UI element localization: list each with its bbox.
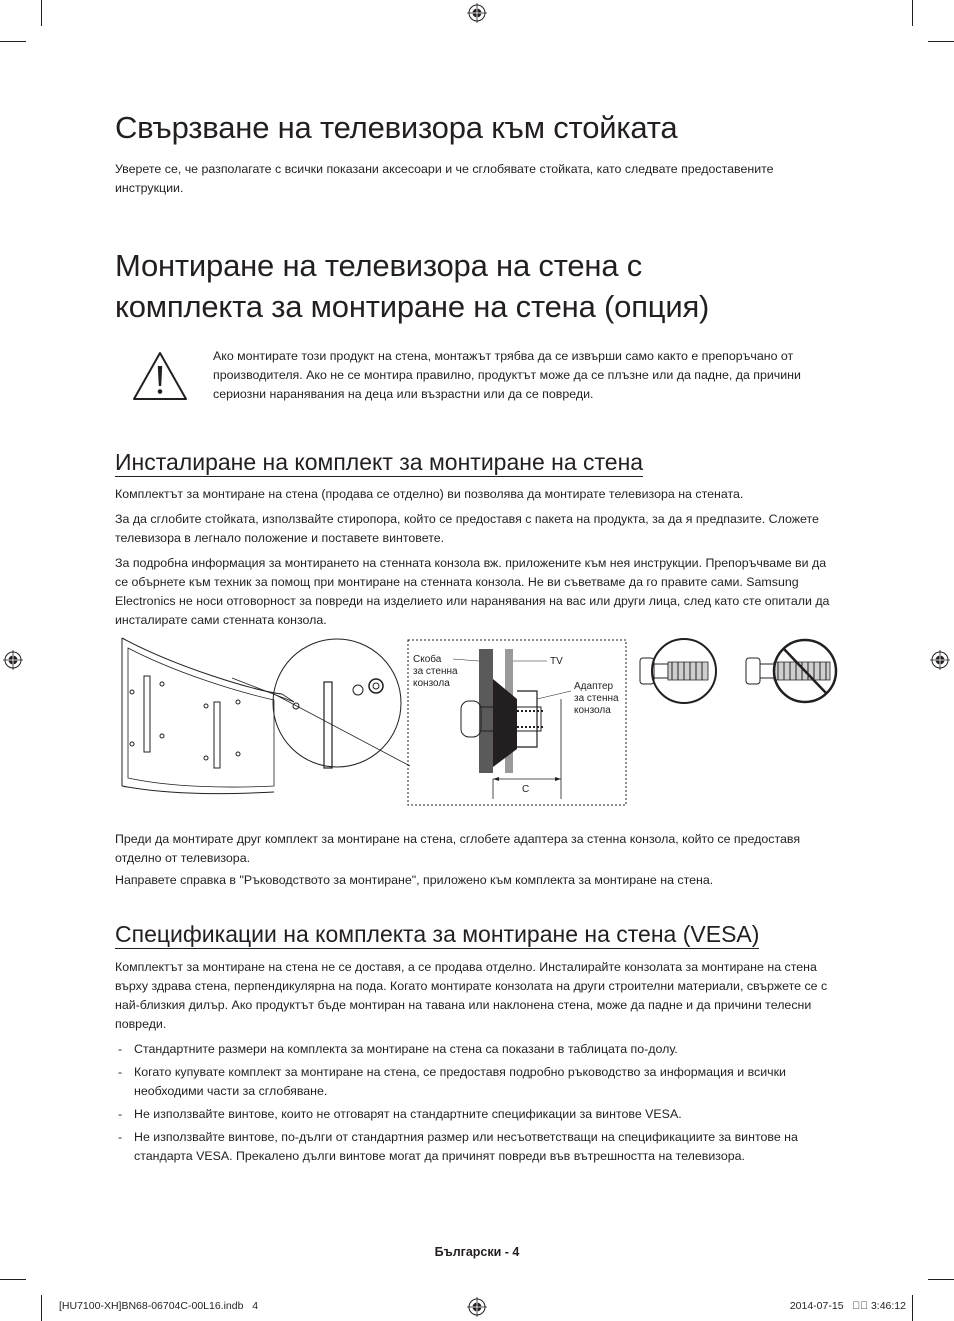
list-item: - Не използвайте винтове, по-дълги от стандартния размер или несъответстващи на спецификациите за винтове на стандарта VESA. Прекалено дълги винтове могат да причинят повреди във вътрешността на телевизора. bbox=[115, 1128, 840, 1166]
incorrect-screw-icon bbox=[740, 636, 840, 706]
tv-back-bracket-illustration bbox=[114, 636, 410, 812]
label-dimension-c: C bbox=[522, 784, 530, 795]
list-item: - Когато купувате комплект за монтиране на стена, се предоставя подробно ръководство за информация и всички необходими части за сглобяване. bbox=[115, 1063, 840, 1101]
bracket-label-line: конзола bbox=[413, 678, 450, 689]
crop-mark bbox=[0, 1279, 26, 1280]
adapter-label-line: конзола bbox=[574, 705, 611, 716]
adapter-note: Преди да монтирате друг комплект за монтиране на стена, сглобете адаптера за стенна конзола, който се предоставя отделно от телевизора. bbox=[115, 832, 801, 865]
label-adapter bbox=[574, 681, 619, 717]
registration-mark-icon bbox=[467, 1297, 487, 1317]
page-title: Свързване на телевизора към стойката bbox=[115, 110, 678, 145]
install-kit-heading: Инсталиране на комплект за монтиране на стена bbox=[115, 449, 644, 475]
vesa-spec-heading: Спецификации на комплекта за монтиране на стена (VESA) bbox=[115, 921, 760, 947]
file-slug: [HU7100-XH]BN68-06704C-00L16.indb 4 bbox=[59, 1300, 259, 1312]
page-number: Български - 4 bbox=[434, 1245, 520, 1259]
crop-mark bbox=[928, 41, 954, 42]
install-paragraph-2: За да сглобите стойката, използвайте стиропора, който се предоставя с пакета на продукта, за да я предпазите. Сложете телевизора в легнало положение и поставете винтовете. bbox=[115, 512, 819, 545]
crop-mark bbox=[912, 1295, 913, 1321]
registration-mark-icon bbox=[930, 650, 950, 670]
vesa-bullet-list bbox=[115, 1040, 840, 1166]
adapter-label-line: Адаптер bbox=[574, 681, 614, 692]
wall-mount-title-line2: комплекта за монтиране на стена (опция) bbox=[115, 289, 710, 324]
bracket-label-line: Скоба bbox=[413, 654, 442, 665]
crop-mark bbox=[41, 0, 42, 26]
list-item: - Стандартните размери на комплекта за монтиране на стена са показани в таблицата по-долу. bbox=[115, 1040, 840, 1059]
list-item: - Не използвайте винтове, които не отговарят на стандартните спецификации за винтове VESA. bbox=[115, 1105, 840, 1124]
label-tv: TV bbox=[550, 656, 563, 667]
date-slug: 2014-07-15 ￿￿ 3:46:12 bbox=[789, 1300, 906, 1312]
install-paragraph-1: Комплектът за монтиране на стена (продава се отделно) ви позволява да монтирате телевизора на стената. bbox=[115, 487, 744, 501]
intro-text: Уверете се, че разполагате с всички показани аксесоари и че сглобявате стойката, като следвате предоставените инструкции. bbox=[115, 162, 774, 195]
adapter-label-line: за стенна bbox=[574, 693, 619, 704]
vesa-paragraph: Комплектът за монтиране на стена не се доставя, а се продава отделно. Инсталирайте конзолата за монтиране на стена върху здрава стена, перпендикулярна на пода. Когато монтирате конзолата на други строителни материали, свържете се с най-близкия дилър. Ако продуктът бъде монтиран на тавана или наклонена стена, може да падне и да причини телесни повреди. bbox=[115, 960, 828, 1031]
manual-reference-note: Направете справка в "Ръководството за монтиране", приложено към комплекта за монтиране на стена. bbox=[115, 873, 714, 887]
warning-text: Ако монтирате този продукт на стена, монтажът трябва да се извърши само както е препоръчано от производителя. Ако не се монтира правилно, продуктът може да се плъзне или да падне, да причини сериозни наранявания на деца или възрастни или да се повреди. bbox=[213, 349, 801, 401]
crop-mark bbox=[0, 41, 26, 42]
label-bracket bbox=[413, 654, 458, 690]
install-paragraph-3: За подробна информация за монтирането на стенната конзола вж. приложените към нея инструкции. Препоръчваме ви да се обърнете към техник за помощ при монтиране на стенната конзола. Не ви съветваме да го правите сами. Samsung Electronics не носи отговорност за повреди на изделието или наранявания на вас или други лица, след като сте опитали да инсталирате сами стенната конзола. bbox=[115, 556, 830, 627]
correct-screw-icon bbox=[634, 636, 734, 706]
bracket-label-line: за стенна bbox=[413, 666, 458, 677]
warning-icon bbox=[131, 350, 189, 402]
crop-mark bbox=[912, 0, 913, 26]
registration-mark-icon bbox=[467, 3, 487, 23]
crop-mark bbox=[41, 1295, 42, 1321]
wall-mount-title-line1: Монтиране на телевизора на стена с bbox=[115, 248, 643, 283]
crop-mark bbox=[928, 1279, 954, 1280]
registration-mark-icon bbox=[3, 650, 23, 670]
